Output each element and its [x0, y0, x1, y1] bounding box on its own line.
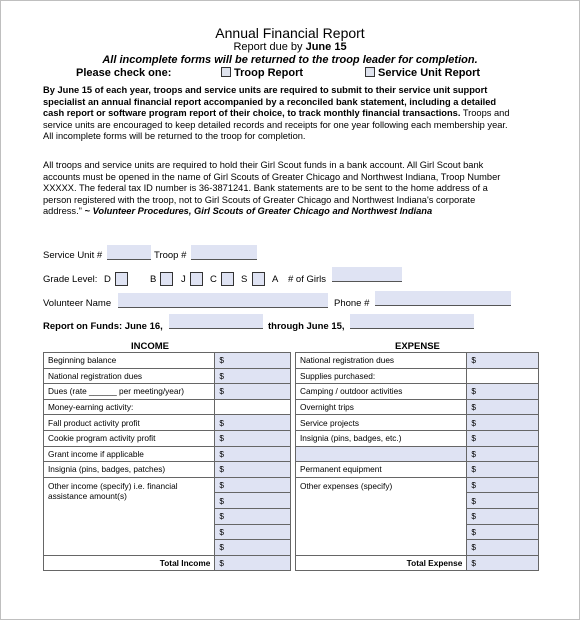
expense-amount-field[interactable]: $	[467, 446, 539, 462]
table-row	[296, 446, 539, 462]
num-girls-field[interactable]	[332, 267, 402, 282]
report-on-funds-label: Report on Funds: June 16,	[43, 321, 163, 332]
expense-amount-field[interactable]: $	[467, 524, 539, 540]
income-label: Grant income if applicable	[44, 446, 215, 462]
income-amount-field[interactable]: $	[215, 462, 291, 478]
intro-paragraph	[43, 85, 513, 143]
total-income-label: Total Income	[44, 555, 215, 571]
expense-amount-empty	[467, 368, 539, 384]
total-expense-label: Total Expense	[296, 555, 467, 571]
expense-table	[295, 352, 539, 571]
income-label: Beginning balance	[44, 353, 215, 369]
bank-paragraph	[43, 160, 513, 218]
income-amount-field[interactable]: $	[215, 415, 291, 431]
income-amount-field[interactable]: $	[215, 353, 291, 369]
expense-label: Insignia (pins, badges, etc.)	[296, 430, 467, 446]
income-header: INCOME	[131, 341, 169, 352]
service-unit-label: Service Unit Report	[378, 67, 481, 79]
troop-field[interactable]	[191, 245, 257, 260]
phone-label: Phone #	[334, 298, 370, 309]
troop-label: Troop #	[154, 250, 187, 261]
expense-label: Overnight trips	[296, 399, 467, 415]
grade-checkbox-j[interactable]	[190, 272, 203, 286]
due-date: June 15	[305, 41, 347, 53]
income-label: Other income (specify) i.e. financial assistance amount(s)	[48, 480, 178, 501]
volunteer-name-label: Volunteer Name	[43, 298, 112, 309]
troop-report-checkbox[interactable]	[221, 67, 231, 77]
due-line	[1, 41, 579, 53]
bank-text: All troops and service units are required to hold their Girl Scout funds in a bank account. All Girl Scout bank accounts must be opened in the name of Girl Scouts of Greater Chicago and Northwest Indiana, Troop Number XXXXX. The federal tax ID number is 36-3871241. Bank statements are to be sent to the home address of a person registered with the troop, not to Girl Scouts of Greater Chicago and Northwest Indiana's corporate address."	[43, 160, 501, 217]
income-label: National registration dues	[44, 368, 215, 384]
income-label: Fall product activity profit	[44, 415, 215, 431]
table-row	[296, 399, 539, 415]
due-prefix: Report due by	[233, 41, 306, 53]
expense-amount-field[interactable]: $	[467, 384, 539, 400]
citation-text: ~ Volunteer Procedures, Girl Scouts of Greater Chicago and Northwest Indiana	[81, 206, 433, 217]
grade-level-label: Grade Level:	[43, 274, 98, 285]
table-row	[44, 462, 291, 478]
table-row	[296, 353, 539, 369]
income-amount-field[interactable]: $	[215, 384, 291, 400]
table-row	[296, 462, 539, 478]
income-amount-field[interactable]: $	[215, 446, 291, 462]
income-amount-field[interactable]: $	[215, 477, 291, 493]
income-amount-empty	[215, 399, 291, 415]
troop-report-option[interactable]	[221, 67, 303, 79]
table-row	[44, 384, 291, 400]
income-label: Dues (rate ______ per meeting/year)	[44, 384, 215, 400]
start-year-field[interactable]	[169, 314, 263, 329]
income-amount-field[interactable]: $	[215, 524, 291, 540]
report-title: Annual Financial Report	[215, 25, 365, 41]
grade-checkbox-d[interactable]	[115, 272, 128, 286]
income-amount-field[interactable]: $	[215, 368, 291, 384]
service-unit-checkbox[interactable]	[365, 67, 375, 77]
grade-label-j: J	[181, 274, 186, 285]
expense-amount-field[interactable]: $	[467, 399, 539, 415]
expense-amount-field[interactable]: $	[467, 430, 539, 446]
other-expenses-cell[interactable]	[296, 477, 467, 555]
grade-label-b: B	[150, 274, 157, 285]
check-prompt: Please check one:	[76, 67, 172, 79]
num-girls-label: # of Girls	[288, 274, 327, 285]
expense-label: Other expenses (specify)	[300, 480, 393, 491]
income-amount-field[interactable]: $	[215, 430, 291, 446]
table-row	[296, 384, 539, 400]
income-amount-field[interactable]: $	[215, 493, 291, 509]
table-row	[44, 353, 291, 369]
table-row	[296, 415, 539, 431]
expense-blank-entry[interactable]	[296, 446, 467, 462]
expense-label: Camping / outdoor activities	[296, 384, 467, 400]
income-label: Money-earning activity:	[44, 399, 215, 415]
end-year-field[interactable]	[350, 314, 474, 329]
grade-label-d: D	[104, 274, 111, 285]
table-row	[296, 555, 539, 571]
income-label: Insignia (pins, badges, patches)	[44, 462, 215, 478]
expense-label: National registration dues	[296, 353, 467, 369]
income-label: Cookie program activity profit	[44, 430, 215, 446]
expense-amount-field[interactable]: $	[467, 462, 539, 478]
expense-header: EXPENSE	[395, 341, 440, 352]
expense-amount-field[interactable]: $	[467, 415, 539, 431]
phone-field[interactable]	[375, 291, 511, 306]
grade-checkbox-b[interactable]	[160, 272, 173, 286]
income-amount-field[interactable]: $	[215, 508, 291, 524]
expense-label: Permanent equipment	[296, 462, 467, 478]
expense-label: Service projects	[296, 415, 467, 431]
incomplete-warning: All incomplete forms will be returned to the troop leader for completion.	[102, 54, 478, 66]
grade-checkbox-s[interactable]	[252, 272, 265, 286]
table-row	[44, 477, 291, 493]
total-expense-field[interactable]: $	[467, 555, 539, 571]
table-row	[44, 368, 291, 384]
income-amount-field[interactable]: $	[215, 540, 291, 556]
service-unit-label: Service Unit #	[43, 250, 103, 261]
expense-amount-field[interactable]: $	[467, 353, 539, 369]
expense-amount-field[interactable]: $	[467, 540, 539, 556]
expense-amount-field[interactable]: $	[467, 493, 539, 509]
table-row	[44, 555, 291, 571]
through-label: through June 15,	[268, 321, 345, 332]
expense-label: Supplies purchased:	[296, 368, 467, 384]
grade-label-c: C	[210, 274, 217, 285]
grade-label-s: S	[241, 274, 248, 285]
table-row	[296, 430, 539, 446]
table-row	[296, 477, 539, 493]
table-row	[296, 368, 539, 384]
table-row	[44, 399, 291, 415]
total-income-field[interactable]: $	[215, 555, 291, 571]
volunteer-name-field[interactable]	[118, 293, 328, 308]
grade-label-a: A	[272, 274, 279, 285]
troop-report-label: Troop Report	[234, 67, 304, 79]
service-unit-field[interactable]	[107, 245, 151, 260]
intro-bold-text: By June 15 of each year, troops and service units are required to submit to their service unit support specialist an annual financial report accompanied by a reconciled bank statement, including a detailed cash report or software program report of their choice, to track monthly financial transactions.	[43, 85, 497, 119]
table-row	[44, 446, 291, 462]
grade-checkbox-c[interactable]	[221, 272, 234, 286]
service-unit-option[interactable]	[365, 67, 480, 79]
intro-rest-text: Troops and service units are encouraged to keep detailed records and receipts for one year following each membership year. All incomplete forms will be returned to the troop for completion.	[43, 108, 510, 142]
other-income-cell[interactable]	[44, 477, 215, 555]
expense-amount-field[interactable]: $	[467, 477, 539, 493]
income-table	[43, 352, 291, 571]
table-row	[44, 430, 291, 446]
expense-amount-field[interactable]: $	[467, 508, 539, 524]
table-row	[44, 415, 291, 431]
